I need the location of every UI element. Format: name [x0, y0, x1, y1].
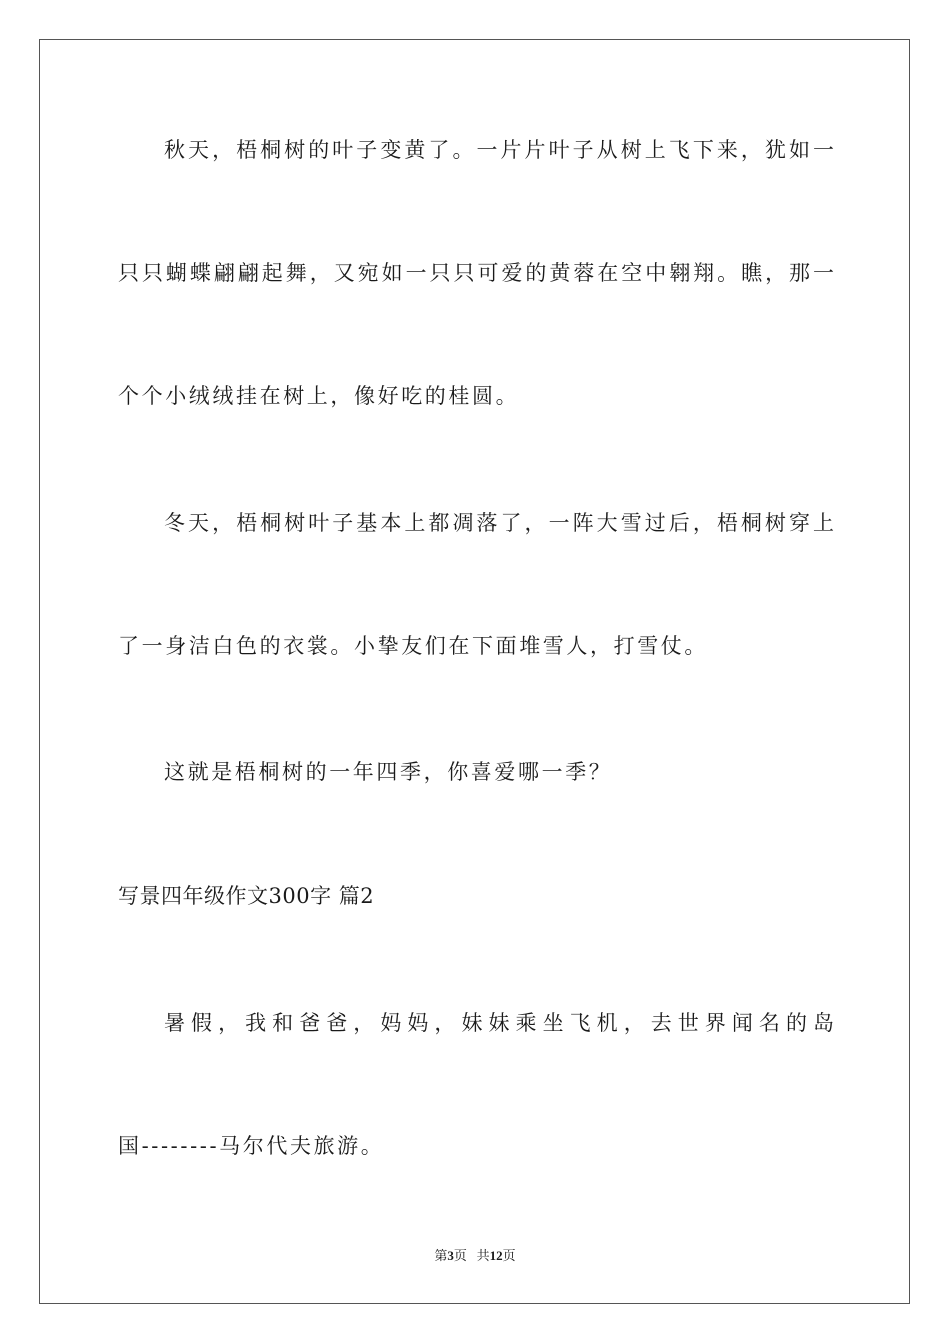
- paragraph-winter-line-1: 冬天，梧桐树叶子基本上都凋落了，一阵大雪过后，梧桐树穿上: [164, 511, 834, 535]
- footer-total-suffix: 页: [502, 1248, 516, 1263]
- page-border: [39, 39, 910, 1304]
- paragraph-summer-line-2: 国--------马尔代夫旅游。: [118, 1134, 385, 1158]
- footer-page-prefix: 第: [434, 1248, 448, 1263]
- footer-total-prefix: 共: [476, 1248, 490, 1263]
- paragraph-autumn-line-3: 个个小绒绒挂在树上，像好吃的桂圆。: [118, 384, 520, 408]
- paragraph-conclusion: 这就是梧桐树的一年四季，你喜爱哪一季？: [164, 760, 613, 784]
- paragraph-winter-line-2: 了一身洁白色的衣裳。小挚友们在下面堆雪人，打雪仗。: [118, 634, 708, 658]
- paragraph-summer-line-1: 暑假，我和爸爸，妈妈，妹妹乘坐飞机，去世界闻名的岛: [164, 1011, 834, 1035]
- footer-page-suffix: 页: [453, 1248, 467, 1263]
- paragraph-autumn-line-1: 秋天，梧桐树的叶子变黄了。一片片叶子从树上飞下来，犹如一: [164, 138, 834, 162]
- footer-total-pages: 12: [489, 1248, 503, 1263]
- paragraph-autumn-line-2: 只只蝴蝶翩翩起舞，又宛如一只只可爱的黄蓉在空中翱翔。瞧，那一: [118, 261, 834, 285]
- section-heading: 写景四年级作文300字 篇2: [118, 884, 375, 908]
- page-footer: [0, 1247, 950, 1265]
- footer-page-number: 3: [447, 1248, 454, 1263]
